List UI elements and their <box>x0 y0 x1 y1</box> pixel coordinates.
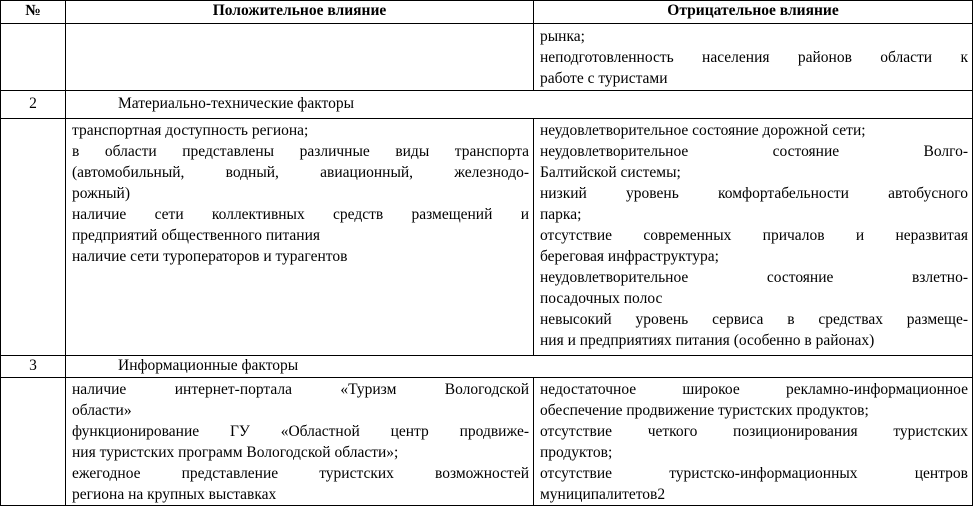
text-line: ежегодное представление туристских возможностей <box>72 465 529 482</box>
table-row <box>1 378 973 506</box>
text-line: транспортная доступность региона; <box>72 122 309 139</box>
text-line: рынка; <box>540 28 585 45</box>
text-line: неудовлетворительное состояние взлетно- <box>540 269 968 286</box>
text-line: береговая инфраструктура; <box>540 248 719 265</box>
text-line: работе с туристами <box>540 70 668 87</box>
text-line: неудовлетворительное состояние дорожной сети; <box>540 122 866 139</box>
row2-negative <box>534 119 973 356</box>
row0-positive <box>66 24 534 91</box>
text-line: неподготовленность населения районов области к <box>540 49 968 66</box>
row0-negative <box>534 24 973 91</box>
row2-positive <box>66 119 534 356</box>
table-header-row <box>1 1 973 24</box>
header-negative: Отрицательное влияние <box>534 1 973 24</box>
text-line: ния и предприятиях питания (особенно в районах) <box>540 332 875 349</box>
text-line: отсутствие современных причалов и неразвитая <box>540 227 968 244</box>
text-line: продуктов; <box>540 444 613 461</box>
text-line: функционирование ГУ «Областной центр продвиже- <box>72 423 529 440</box>
section-row <box>1 356 973 378</box>
row2-num <box>1 119 66 356</box>
text-line: ния туристских программ Вологодской области»; <box>72 444 399 461</box>
section-row <box>1 91 973 119</box>
text-line: Балтийской системы; <box>540 164 681 181</box>
section2-title: Материально-технические факторы <box>66 91 973 119</box>
text-line: наличие сети туроператоров и турагентов <box>72 248 348 265</box>
text-line: отсутствие четкого позиционирования туристских <box>540 423 968 440</box>
text-line: наличие интернет-портала «Туризм Вологодской <box>72 381 529 398</box>
text-line: низкий уровень комфортабельности автобусного <box>540 185 968 202</box>
text-line: муниципалитетов2 <box>540 486 666 503</box>
text-line: отсутствие туристско-информационных центров <box>540 465 968 482</box>
text-line: невысокий уровень сервиса в средствах размеще- <box>540 311 968 328</box>
section3-title: Информационные факторы <box>66 356 973 378</box>
text-line: в области представлены различные виды транспорта <box>72 143 529 160</box>
section3-num: 3 <box>1 356 66 378</box>
text-line: рожный) <box>72 185 130 202</box>
section2-num: 2 <box>1 91 66 119</box>
text-line: обеспечение продвижение туристских продуктов; <box>540 402 869 419</box>
text-line: недостаточное широкое рекламно-информационное <box>540 381 968 398</box>
table-row <box>1 119 973 356</box>
header-positive: Положительное влияние <box>66 1 534 24</box>
row3-negative <box>534 378 973 506</box>
text-line: предприятий общественного питания <box>72 227 320 244</box>
header-num: № <box>1 1 66 24</box>
text-line: неудовлетворительное состояние Волго- <box>540 143 968 160</box>
row3-num <box>1 378 66 506</box>
row0-num <box>1 24 66 91</box>
table-row <box>1 24 973 91</box>
text-line: региона на крупных выставках <box>72 486 277 503</box>
text-line: посадочных полос <box>540 290 663 307</box>
text-line: области» <box>72 402 132 419</box>
text-line: наличие сети коллективных средств размещений и <box>72 206 529 223</box>
text-line: парка; <box>540 206 582 223</box>
row3-positive <box>66 378 534 506</box>
text-line: (автомобильный, водный, авиационный, железнодо- <box>72 164 529 181</box>
